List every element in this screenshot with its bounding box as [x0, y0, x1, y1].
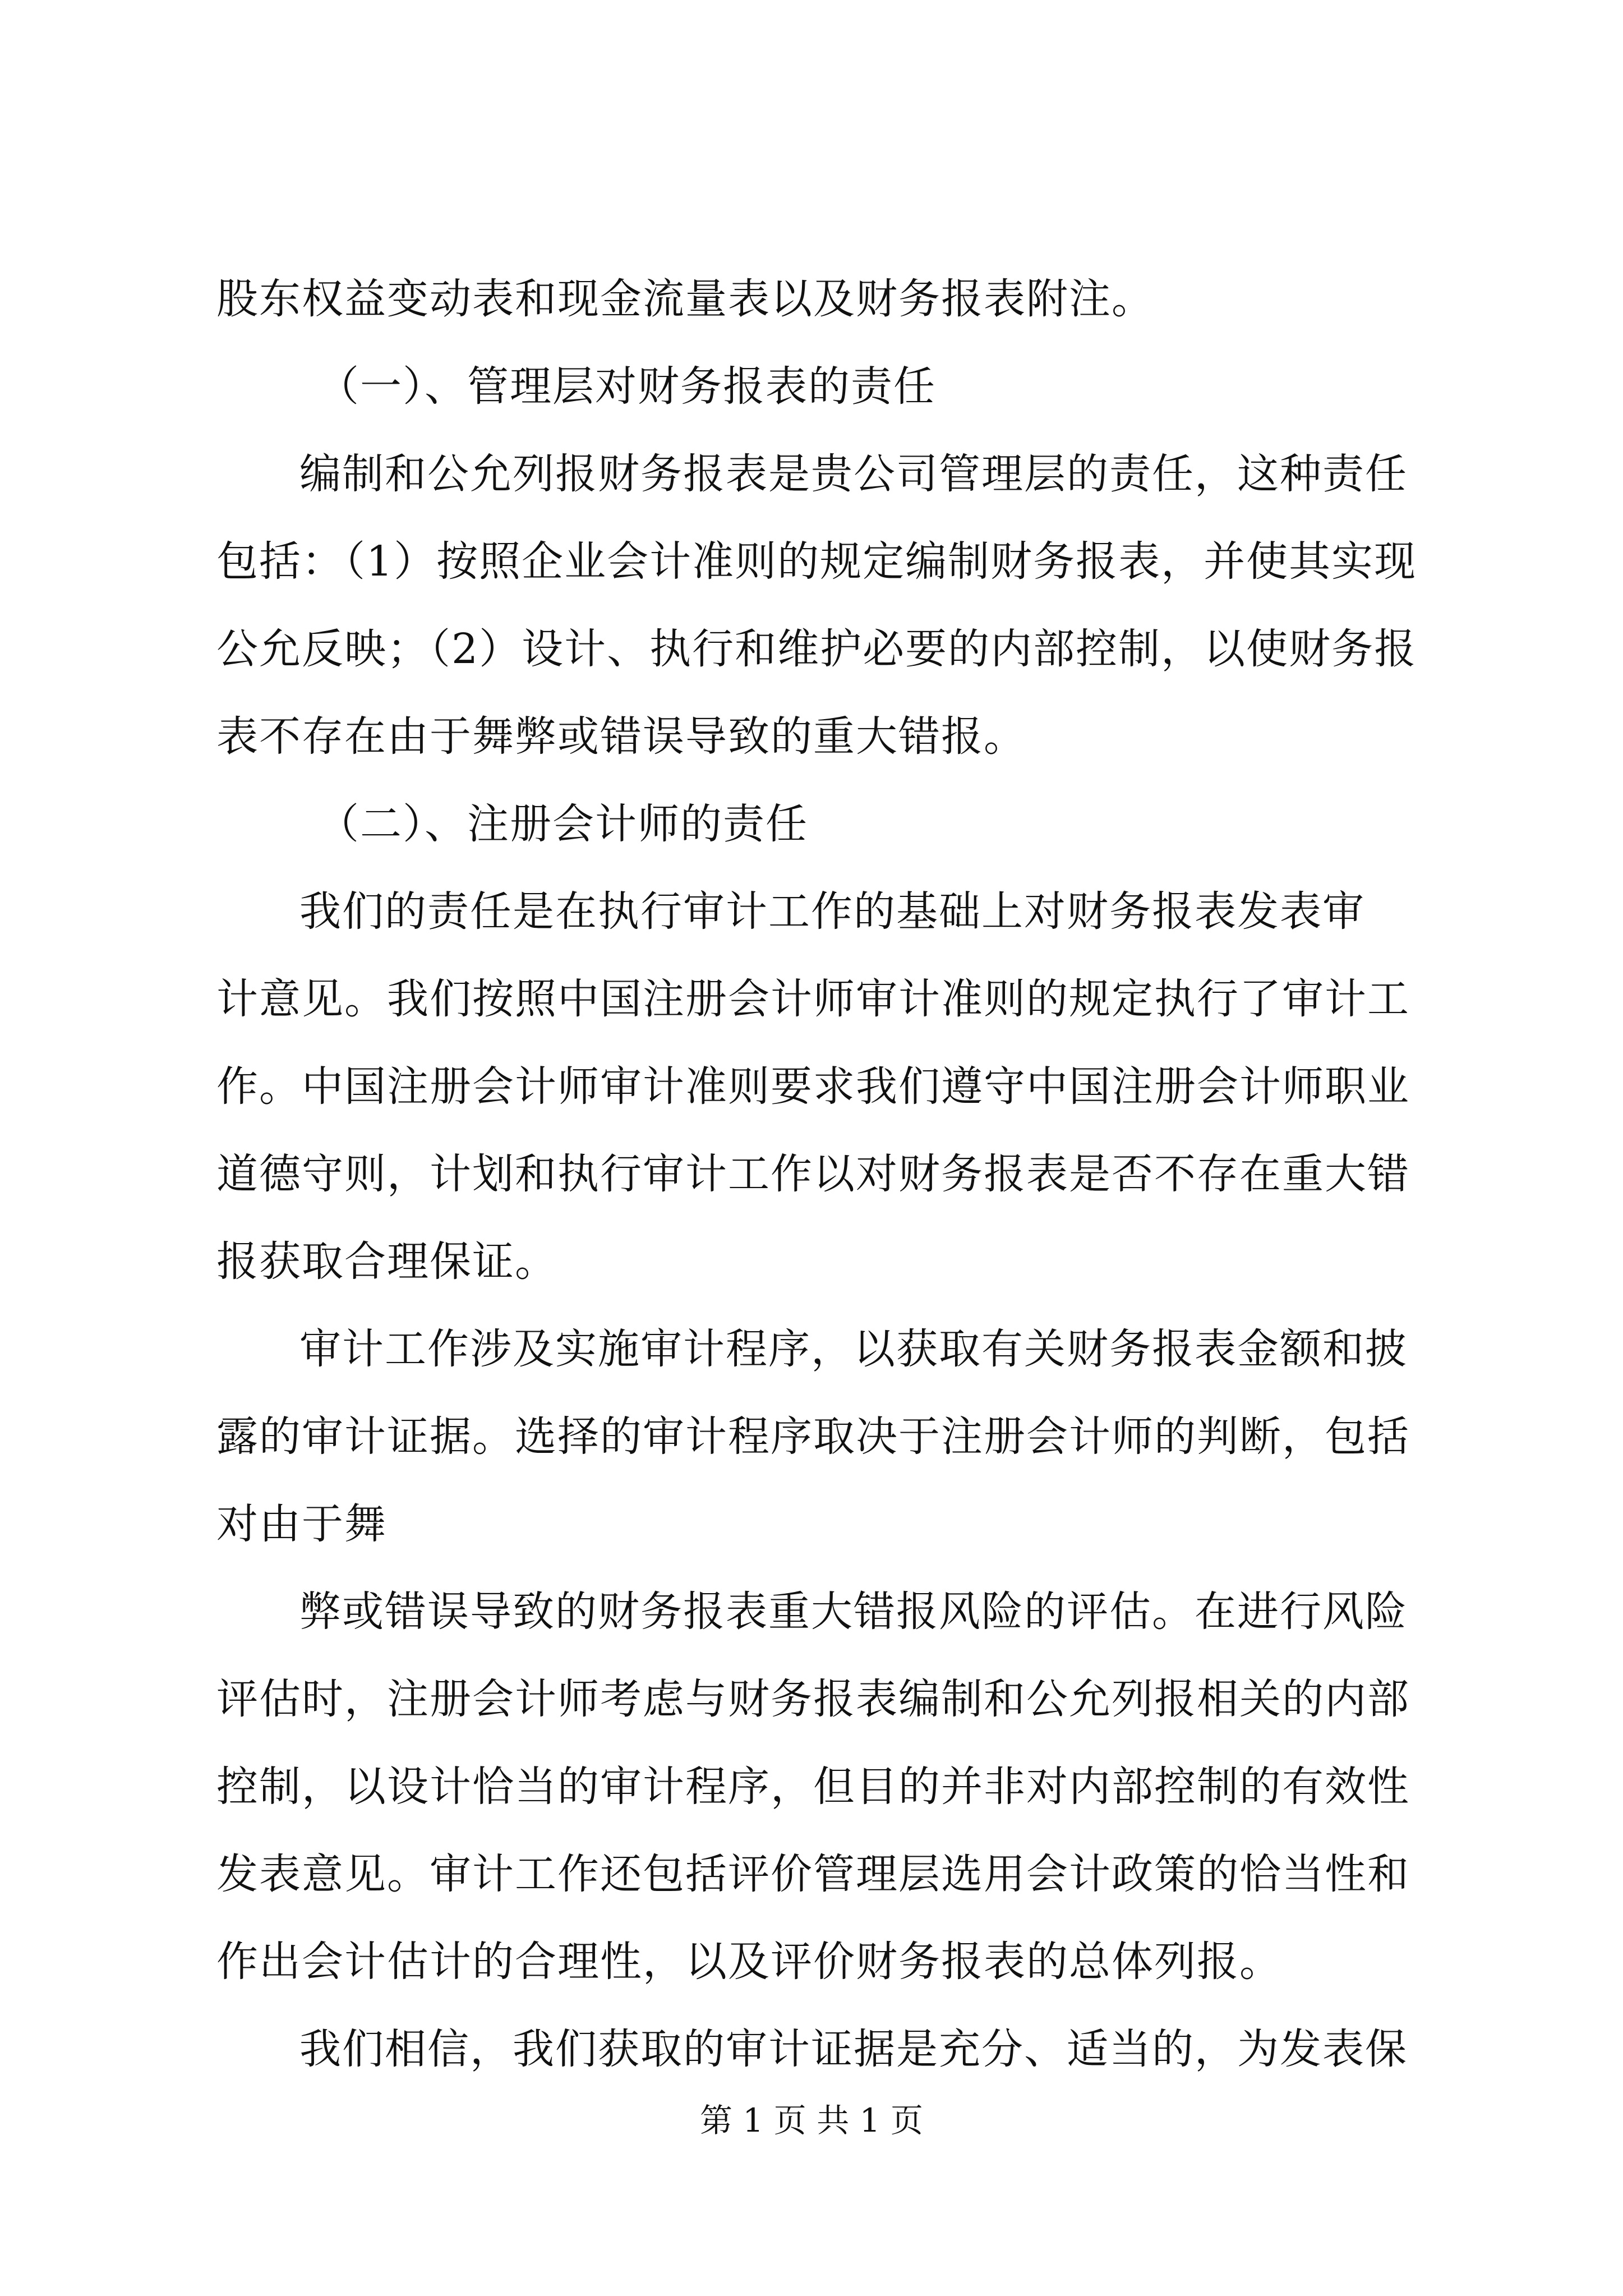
text-line: 计意见。我们按照中国注册会计师审计准则的规定执行了审计工: [216, 975, 1410, 1023]
text-line: 股东权益变动表和现金流量表以及财务报表附注。: [216, 275, 1154, 323]
text-line: 作。中国注册会计师审计准则要求我们遵守中国注册会计师职业: [216, 1062, 1410, 1111]
section-heading: （二）、注册会计师的责任: [317, 800, 808, 848]
section-heading: （一）、管理层对财务报表的责任: [317, 362, 936, 411]
text-line: 露的审计证据。选择的审计程序取决于注册会计师的判断，包括: [216, 1412, 1410, 1461]
text-line: 发表意见。审计工作还包括评价管理层选用会计政策的恰当性和: [216, 1850, 1410, 1898]
text-line: 道德守则，计划和执行审计工作以对财务报表是否不存在重大错: [216, 1150, 1410, 1198]
text-line: 表不存在由于舞弊或错误导致的重大错报。: [216, 712, 1026, 761]
text-line: 公允反映；（2）设计、执行和维护必要的内部控制，以使财务报: [216, 625, 1417, 673]
text-line: 作出会计估计的合理性，以及评价财务报表的总体列报。: [216, 1938, 1282, 1986]
text-line: 报获取合理保证。: [216, 1237, 557, 1286]
text-line: 我们相信，我们获取的审计证据是充分、适当的，为发表保: [299, 2025, 1408, 2073]
document-body: [216, 255, 1422, 2093]
page-number-footer: 第 1 页 共 1 页: [700, 2101, 923, 2139]
text-line: 审计工作涉及实施审计程序，以获取有关财务报表金额和披: [299, 1325, 1408, 1373]
text-line: 评估时，注册会计师考虑与财务报表编制和公允列报相关的内部: [216, 1675, 1410, 1723]
text-line: 包括：（1）按照企业会计准则的规定编制财务报表，并使其实现: [216, 537, 1417, 586]
text-line: 编制和公允列报财务报表是贵公司管理层的责任，这种责任: [299, 450, 1408, 498]
text-line: 对由于舞: [216, 1500, 387, 1548]
text-line: 我们的责任是在执行审计工作的基础上对财务报表发表审: [299, 887, 1365, 936]
text-line: 控制，以设计恰当的审计程序，但目的并非对内部控制的有效性: [216, 1763, 1410, 1811]
text-line: 弊或错误导致的财务报表重大错报风险的评估。在进行风险: [299, 1588, 1408, 1636]
